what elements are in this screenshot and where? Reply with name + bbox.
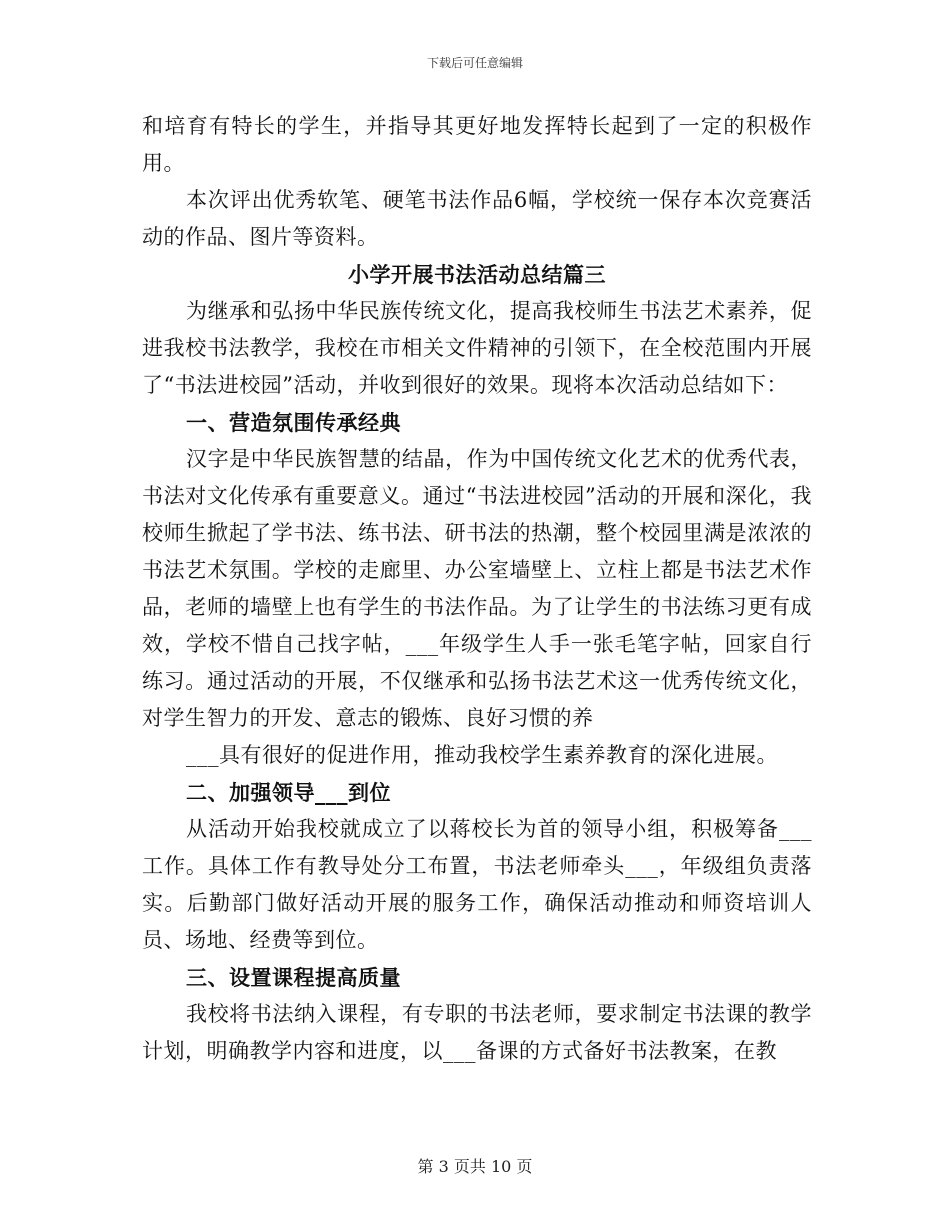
- paragraph-6: 从活动开始我校就成立了以蒋校长为首的领导小组，积极筹备___工作。具体工作有教导处分工布置，书法老师牵头___，年级组负责落实。后勤部门做好活动开展的服务工作，确保活动推动和师资培训人员、场地、经费等到位。: [142, 817, 812, 952]
- paragraph-7: 我校将书法纳入课程，有专职的书法老师，要求制定书法课的教学计划，明确教学内容和进度，以___备课的方式备好书法教案，在教: [142, 1002, 812, 1063]
- section-title: 小学开展书法活动总结篇三: [348, 262, 606, 287]
- heading-3: 三、设置课程提高质量: [186, 965, 401, 990]
- paragraph-5: ___具有很好的促进作用，推动我校学生素养教育的深化进展。: [186, 743, 778, 767]
- header-note: 下载后可任意编辑: [426, 56, 523, 70]
- paragraph-3: 为继承和弘扬中华民族传统文化，提高我校师生书法艺术素养，促进我校书法教学，我校在市相关文件精神的引领下，在全校范围内开展了“书法进校园”活动，并收到很好的效果。现将本次活动总结如下：: [142, 299, 812, 397]
- document-body: [142, 108, 812, 1070]
- paragraph-2: 本次评出优秀软笔、硬笔书法作品6幅，学校统一保存本次竞赛活动的作品、图片等资料。: [142, 188, 812, 249]
- paragraph-1: 和培育有特长的学生，并指导其更好地发挥特长起到了一定的积极作用。: [142, 114, 812, 175]
- heading-2: 二、加强领导___到位: [186, 780, 391, 805]
- heading-1: 一、营造氛围传承经典: [186, 410, 401, 435]
- paragraph-4: 汉字是中华民族智慧的结晶，作为中国传统文化艺术的优秀代表，书法对文化传承有重要意义。通过“书法进校园”活动的开展和深化，我校师生掀起了学书法、练书法、研书法的热潮，整个校园里满是浓浓的书法艺术氛围。学校的走廊里、办公室墙壁上、立柱上都是书法艺术作品，老师的墙壁上也有学生的书法作品。为了让学生的书法练习更有成效，学校不惜自己找字帖，___年级学生人手一张毛笔字帖，回家自行练习。通过活动的开展，不仅继承和弘扬书法艺术这一优秀传统文化，对学生智力的开发、意志的锻炼、良好习惯的养: [142, 447, 812, 730]
- page-number: 第 3 页共 10 页: [417, 1157, 533, 1176]
